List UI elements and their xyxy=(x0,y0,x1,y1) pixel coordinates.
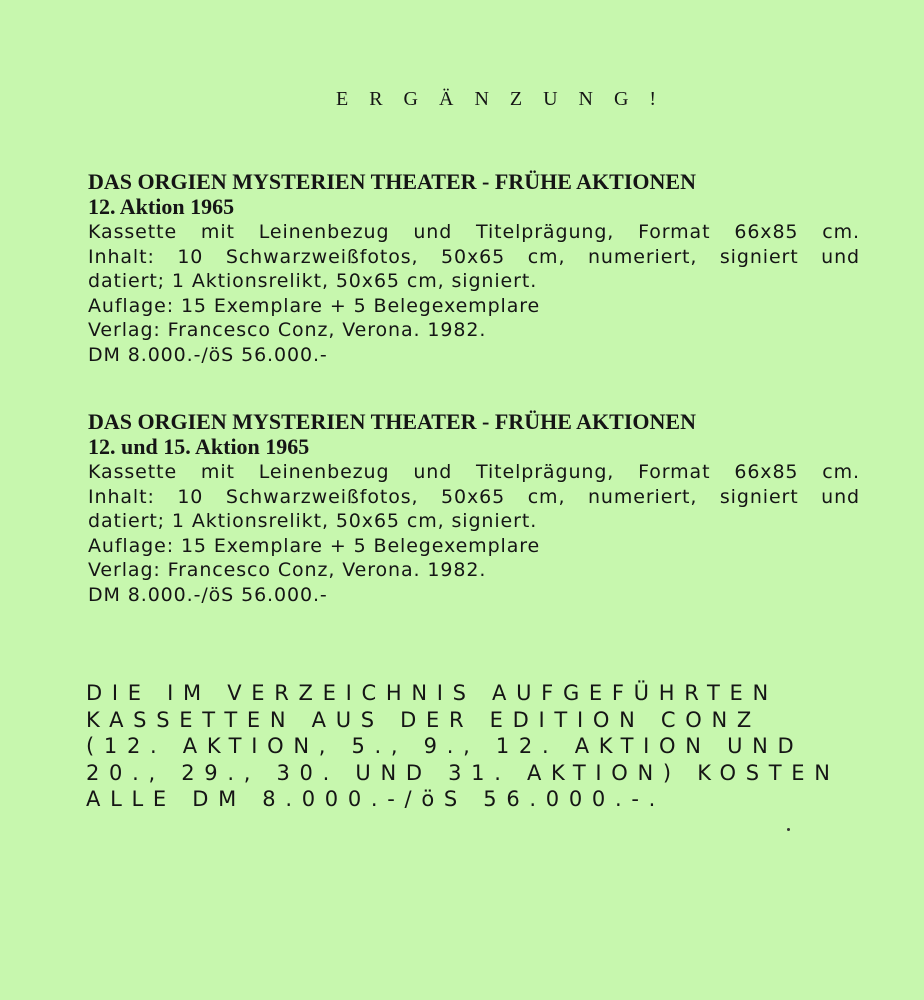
entry-details xyxy=(88,460,878,607)
entry-title: DAS ORGIEN MYSTERIEN THEATER - FRÜHE AKTIONEN xyxy=(88,409,696,434)
entry-detail-line: Auflage: 15 Exemplare + 5 Belegexemplare xyxy=(88,534,541,557)
entry-detail-line: datiert; 1 Aktionsrelikt, 50x65 cm, signiert. xyxy=(88,510,538,532)
note-line: 20., 29., 30. UND 31. AKTION) KOSTEN xyxy=(86,760,840,785)
note-line: (12. AKTION, 5., 9., 12. AKTION UND xyxy=(86,734,804,758)
entry-detail-line: Kassette mit Leinenbezug und Titelprägung, Format 66x85 cm. xyxy=(88,461,860,483)
catalog-entry xyxy=(88,169,878,367)
entry-detail-line: Kassette mit Leinenbezug und Titelprägung, Format 66x85 cm. xyxy=(88,221,860,243)
entry-price-line: DM 8.000.-/öS 56.000.- xyxy=(88,583,328,606)
paper-speck xyxy=(787,828,790,831)
entry-detail-line: Inhalt: 10 Schwarzweißfotos, 50x65 cm, numeriert, signiert und xyxy=(88,245,860,268)
note-line: KASSETTEN AUS DER EDITION CONZ xyxy=(86,707,761,732)
entry-detail-line: Inhalt: 10 Schwarzweißfotos, 50x65 cm, numeriert, signiert und xyxy=(88,485,860,508)
entry-details xyxy=(88,220,878,367)
document-heading: E R G Ä N Z U N G ! xyxy=(336,88,665,110)
entry-subtitle: 12. und 15. Aktion 1965 xyxy=(88,434,310,459)
entry-detail-line: Verlag: Francesco Conz, Verona. 1982. xyxy=(88,559,487,581)
price-note xyxy=(86,680,866,813)
catalog-entry xyxy=(88,409,878,607)
entry-detail-line: Auflage: 15 Exemplare + 5 Belegexemplare xyxy=(88,294,541,317)
entry-subtitle: 12. Aktion 1965 xyxy=(88,194,235,219)
entry-price-line: DM 8.000.-/öS 56.000.- xyxy=(88,343,328,366)
entry-detail-line: Verlag: Francesco Conz, Verona. 1982. xyxy=(88,319,487,341)
note-line: ALLE DM 8.000.-/öS 56.000.-. xyxy=(86,787,665,811)
entry-title: DAS ORGIEN MYSTERIEN THEATER - FRÜHE AKTIONEN xyxy=(88,169,696,194)
note-line: DIE IM VERZEICHNIS AUFGEFÜHRTEN xyxy=(86,681,778,705)
entry-detail-line: datiert; 1 Aktionsrelikt, 50x65 cm, signiert. xyxy=(88,270,538,292)
